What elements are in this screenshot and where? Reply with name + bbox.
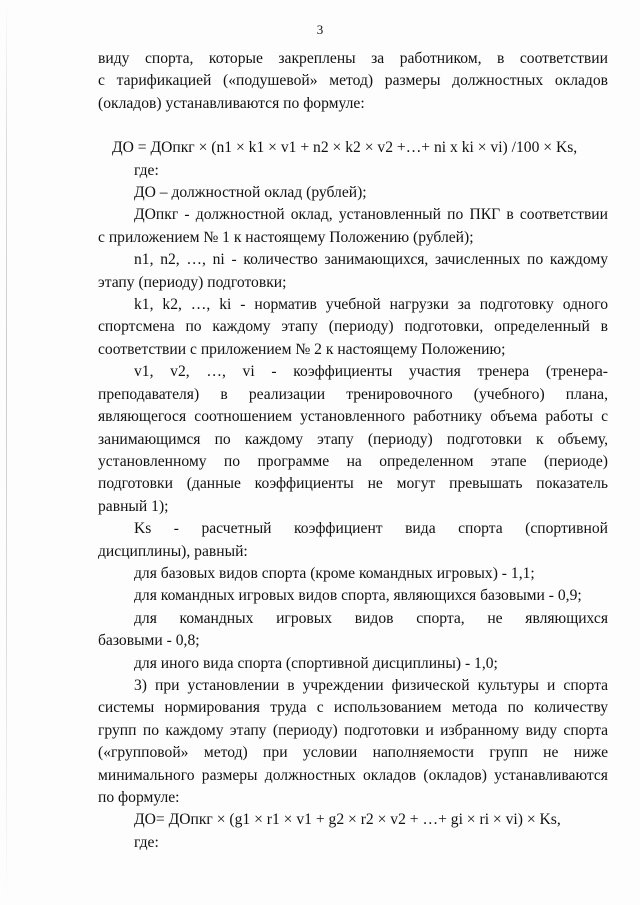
text-line: для иного вида спорта (спортивной дисциплины) - 1,0; xyxy=(134,654,498,672)
text-line: подготовки (данные коэффициенты не могут превышать показатель xyxy=(98,475,608,493)
text-line: базовыми - 0,8; xyxy=(98,632,200,650)
text-line: ДОпкг - должностной оклад, установленный по ПКГ в соответствии xyxy=(134,206,608,224)
text-line: этапу (периоду) подготовки; xyxy=(98,273,287,291)
text-line: системы нормирования труда с использованием метода по количеству xyxy=(98,699,608,717)
text-line: групп по каждому этапу (периоду) подготовки и избранному виду спорта xyxy=(98,721,608,739)
text-line: («групповой» метод) при условии наполняемости групп не ниже xyxy=(98,744,608,762)
text-line: по формуле: xyxy=(98,789,180,806)
text-line: ДО= ДОпкг × (g1 × r1 × v1 + g2 × r2 × v2 + …+ gi × ri × vi) × Ks, xyxy=(134,811,561,829)
text-line: для базовых видов спорта (кроме командных игровых) - 1,1; xyxy=(134,564,535,582)
text-line: установленному по программе на определенном этапе (периоде) xyxy=(98,452,608,470)
text-line: с тарификацией («подушевой» метод) размеры должностных окладов xyxy=(98,72,608,90)
text-line: виду спорта, которые закреплены за работником, в соответствии xyxy=(98,50,608,67)
text-line: 3) при установлении в учреждении физической культуры и спорта xyxy=(134,676,608,694)
page-number: 3 xyxy=(316,22,324,37)
text-line: k1, k2, …, ki - норматив учебной нагрузки за подготовку одного xyxy=(134,296,608,314)
text-line: ДО – должностной оклад (рублей); xyxy=(134,184,367,202)
text-line: являющегося соотношением установленного работнику объема работы с xyxy=(98,408,608,426)
text-line: с приложением № 1 к настоящему Положению (рублей); xyxy=(98,228,474,246)
text-line: соответствии с приложением № 2 к настоящему Положению; xyxy=(98,340,506,358)
text-line: для командных игровых видов спорта, являющихся базовыми - 0,9; xyxy=(134,587,582,605)
text-line: (окладов) устанавливаются по формуле: xyxy=(98,94,365,112)
text-line: минимального размеры должностных окладов (окладов) устанавливаются xyxy=(98,766,608,784)
text-line: ДО = ДОпкг × (n1 × k1 × v1 + n2 × k2 × v2 +…+ ni x ki × vi) /100 × Ks, xyxy=(112,139,578,157)
text-line: где: xyxy=(134,161,159,179)
document-body xyxy=(98,48,608,854)
text-line: где: xyxy=(134,833,159,851)
text-line: занимающимся по каждому этапу (периоду) подготовки к объему, xyxy=(98,430,608,448)
text-line: v1, v2, …, vi - коэффициенты участия тренера (тренера- xyxy=(134,363,608,381)
text-line: равный 1); xyxy=(98,497,169,515)
text-line: для командных игровых видов спорта, не являющихся xyxy=(134,609,608,627)
text-line: n1, n2, …, ni - количество занимающихся, зачисленных по каждому xyxy=(134,251,608,269)
text-line: Ks - расчетный коэффициент вида спорта (спортивной xyxy=(134,520,608,538)
scan-edge-line xyxy=(6,0,7,905)
text-line: преподавателя) в реализации тренировочного (учебного) плана, xyxy=(98,385,608,403)
text-line: спортсмена по каждому этапу (периоду) подготовки, определенный в xyxy=(98,318,608,336)
text-line: дисциплины), равный: xyxy=(98,542,248,560)
